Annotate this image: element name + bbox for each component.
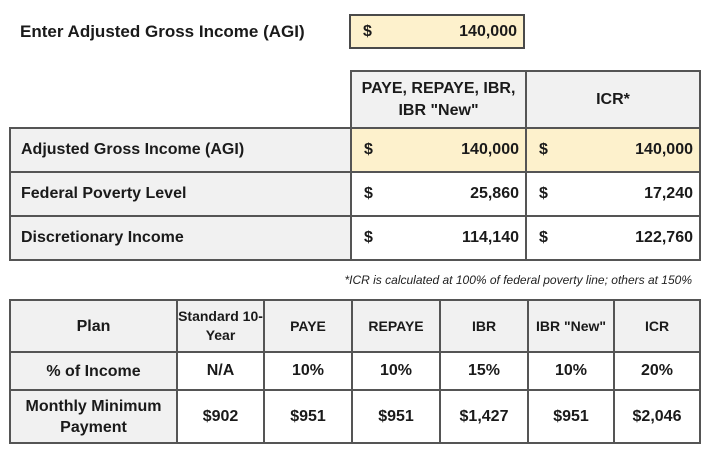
income-comparison-table xyxy=(9,70,701,261)
comparison-row-label: Discretionary Income xyxy=(10,216,351,260)
comparison-cell xyxy=(526,216,700,260)
plans-cell: $951 xyxy=(528,390,614,443)
plans-header-paye: PAYE xyxy=(264,300,352,352)
plans-header-icr: ICR xyxy=(614,300,700,352)
comparison-cell xyxy=(351,216,526,260)
plans-cell: 10% xyxy=(264,352,352,390)
plans-cell: N/A xyxy=(177,352,264,390)
comparison-row-agi xyxy=(10,128,700,172)
currency-symbol: $ xyxy=(364,141,373,158)
plans-cell: $1,427 xyxy=(440,390,528,443)
currency-symbol: $ xyxy=(364,185,373,202)
agi-input-currency: $ xyxy=(363,22,372,40)
comparison-cell xyxy=(351,172,526,216)
plans-row-label: Monthly Minimum Payment xyxy=(10,390,177,443)
plans-cell: 15% xyxy=(440,352,528,390)
agi-input[interactable] xyxy=(349,14,525,49)
agi-input-label: Enter Adjusted Gross Income (AGI) xyxy=(20,22,305,41)
plans-cell: 10% xyxy=(528,352,614,390)
comparison-row-label: Adjusted Gross Income (AGI) xyxy=(10,128,351,172)
cell-value: 122,760 xyxy=(635,229,693,246)
agi-input-value: 140,000 xyxy=(459,22,517,40)
comparison-row-label: Federal Poverty Level xyxy=(10,172,351,216)
comparison-row-discretionary xyxy=(10,216,700,260)
cell-value: 114,140 xyxy=(462,229,519,246)
plans-cell: 20% xyxy=(614,352,700,390)
icr-footnote: *ICR is calculated at 100% of federal poverty line; others at 150% xyxy=(344,273,692,287)
plans-header-plan: Plan xyxy=(10,300,177,352)
plans-cell: $951 xyxy=(264,390,352,443)
plans-cell: $2,046 xyxy=(614,390,700,443)
plans-row-label: % of Income xyxy=(10,352,177,390)
plans-header-row xyxy=(10,300,700,352)
comparison-header-paye-group: PAYE, REPAYE, IBR, IBR "New" xyxy=(351,71,526,128)
comparison-row-poverty-level xyxy=(10,172,700,216)
comparison-cell xyxy=(351,128,526,172)
plans-cell: $951 xyxy=(352,390,440,443)
currency-symbol: $ xyxy=(539,229,548,246)
comparison-cell xyxy=(526,128,700,172)
cell-value: 25,860 xyxy=(470,185,519,202)
comparison-cell xyxy=(526,172,700,216)
cell-value: 140,000 xyxy=(635,141,693,158)
comparison-header-empty xyxy=(10,71,351,128)
cell-value: 140,000 xyxy=(461,141,519,158)
currency-symbol: $ xyxy=(539,141,548,158)
repayment-plans-table xyxy=(9,299,701,444)
plans-row-payment xyxy=(10,390,700,443)
plans-header-standard: Standard 10-Year xyxy=(177,300,264,352)
plans-cell: 10% xyxy=(352,352,440,390)
plans-header-ibr: IBR xyxy=(440,300,528,352)
currency-symbol: $ xyxy=(539,185,548,202)
plans-row-percent xyxy=(10,352,700,390)
currency-symbol: $ xyxy=(364,229,373,246)
plans-cell: $902 xyxy=(177,390,264,443)
cell-value: 17,240 xyxy=(644,185,693,202)
comparison-header-icr: ICR* xyxy=(526,71,700,128)
plans-header-ibr-new: IBR "New" xyxy=(528,300,614,352)
plans-header-repaye: REPAYE xyxy=(352,300,440,352)
